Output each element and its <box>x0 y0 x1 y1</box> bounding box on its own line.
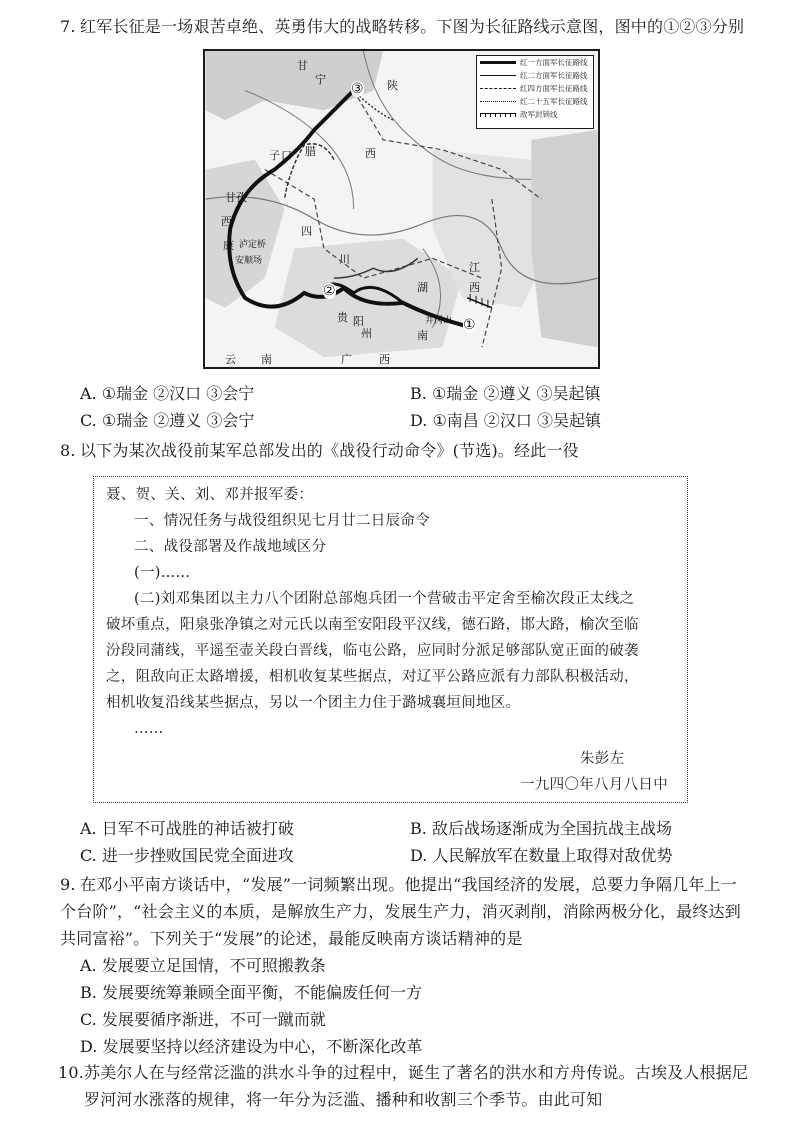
terrain-shade <box>205 160 284 308</box>
option-letter: C. <box>80 411 97 430</box>
q10-number: 10. <box>58 1063 85 1082</box>
option-letter: B. <box>410 384 427 403</box>
option-text: ①瑞金 ②遵义 ③吴起镇 <box>431 384 601 403</box>
q9-number: 9. <box>60 875 76 894</box>
map-label-ning: 宁 <box>315 73 326 86</box>
order-signature: 朱彭左 <box>580 751 625 767</box>
option-letter: C. <box>80 1010 97 1029</box>
order-line-1: 一、情况任务与战役组织见七月廿二日辰命令 <box>134 513 430 529</box>
order-line-3: (一)…… <box>134 565 191 581</box>
legend-swatch <box>480 61 516 64</box>
map-label-yun: 云 <box>225 353 236 366</box>
terrain-shade <box>531 130 597 347</box>
map-label-ganzi: 甘孜 <box>225 191 247 204</box>
legend-swatch <box>480 113 516 117</box>
map-label-zi: 子 <box>269 149 280 162</box>
map-label-yang: 阳 <box>353 315 364 328</box>
map-legend <box>476 55 594 129</box>
q10-stem-line: 罗河河水涨落的规律，将一年分为泛滥、播种和收割三个季节。由此可知 <box>84 1090 603 1109</box>
map-marker-1: ① <box>463 317 476 333</box>
option-letter: D. <box>410 846 428 865</box>
map-label-xi-north: 西 <box>365 147 376 160</box>
legend-swatch <box>480 101 516 102</box>
q7-option-a[interactable] <box>80 383 254 405</box>
map-label-shaan: 陕 <box>387 79 398 92</box>
order-paragraph-line: 汾段同蒲线，平遥至壶关段白晋线，临屯公路，应同时分派足够部队宽正面的破袭 <box>106 643 639 659</box>
option-text: ①瑞金 ②遵义 ③会宁 <box>101 411 255 430</box>
option-letter: D. <box>410 411 428 430</box>
q7-number: 7. <box>60 17 76 36</box>
q8-stem: 以下为某次战役前某军总部发出的《战役行动命令》(节选)。经此一役 <box>80 441 579 460</box>
q8-option-a[interactable] <box>80 818 294 840</box>
option-letter: B. <box>80 983 97 1002</box>
option-text: ①南昌 ②汉口 ③吴起镇 <box>432 411 601 430</box>
q10-stem-line: 苏美尔人在与经常泛滥的洪水斗争的过程中，诞生了著名的洪水和方舟传说。古埃及人根据尼 <box>84 1063 749 1082</box>
option-text: 发展要统筹兼顾全面平衡，不能偏废任何一方 <box>101 983 422 1002</box>
map-label-xi-south: 西 <box>379 353 390 366</box>
option-text: 发展要循序渐进，不可一蹴而就 <box>101 1010 326 1029</box>
order-paragraph-line: 相机收复沿线某些据点，另以一个团主力住于潞城襄垣间地区。 <box>106 695 521 711</box>
map-label-nan: 南 <box>417 329 428 342</box>
legend-label: 红二方面军长征路线 <box>520 71 588 80</box>
map-label-xi-west: 西 <box>221 215 232 228</box>
legend-swatch <box>480 75 516 76</box>
legend-item <box>477 82 593 95</box>
legend-label: 红一方面军长征路线 <box>520 58 588 67</box>
option-letter: A. <box>80 384 97 403</box>
option-text: ①瑞金 ②汉口 ③会宁 <box>101 384 255 403</box>
legend-item <box>477 56 593 69</box>
q9-option-c[interactable] <box>80 1009 326 1031</box>
q9-stem-line: 在邓小平南方谈话中，“发展”一词频繁出现。他提出“我国经济的发展，总要力争隔几年上一 <box>80 875 737 894</box>
q8-option-d[interactable] <box>410 845 672 867</box>
q9-option-a[interactable] <box>80 955 326 977</box>
map-label-jiang: 江 <box>469 261 480 274</box>
option-letter: B. <box>410 819 427 838</box>
map-marker-2: ② <box>323 283 336 299</box>
option-text: 发展要坚持以经济建设为中心，不断深化改革 <box>102 1037 423 1056</box>
order-paragraph-line: 之，阻敌向正太路增援，相机收复某些据点，对辽平公路应派有力部队积极活动， <box>106 669 639 685</box>
q9-option-d[interactable] <box>80 1036 422 1058</box>
order-line-2: 二、战役部署及作战地域区分 <box>134 539 327 555</box>
option-letter: A. <box>80 819 97 838</box>
map-label-guang: 广 <box>341 353 352 366</box>
option-text: 发展要立足国情，不可照搬教条 <box>101 956 326 975</box>
legend-item <box>477 95 593 108</box>
order-date: 一九四〇年八月八日中 <box>520 777 668 793</box>
legend-item <box>477 108 593 121</box>
q7-option-d[interactable] <box>410 410 601 432</box>
map-label-luding: 泸定桥 <box>239 240 267 250</box>
option-text: 敌后战场逐渐成为全国抗战主战场 <box>431 819 672 838</box>
order-paragraph-line: 破坏重点，阳泉张净镇之对元氏以南至安阳段平汉线，德石路，邯大路，榆次至临 <box>106 617 639 633</box>
option-letter: A. <box>80 956 97 975</box>
long-march-map <box>203 49 600 369</box>
q8-option-c[interactable] <box>80 845 294 867</box>
map-label-chuan: 川 <box>339 253 350 266</box>
map-label-gan: 甘 <box>297 59 308 72</box>
q8-option-b[interactable] <box>410 818 672 840</box>
q9-stem-line: 共同富裕”。下列关于“发展”的论述，最能反映南方谈话精神的是 <box>60 929 523 948</box>
map-marker-3: ③ <box>351 81 364 97</box>
map-label-nan-south: 南 <box>261 353 272 366</box>
option-text: 进一步挫败国民党全面进攻 <box>101 846 294 865</box>
map-label-kang: 康 <box>223 239 234 252</box>
map-label-si: 四 <box>301 225 312 238</box>
legend-label: 红四方面军长征路线 <box>520 84 588 93</box>
q8-number: 8. <box>60 441 76 460</box>
map-label-anshun: 安顺场 <box>235 256 263 266</box>
map-label-la: 腊 <box>305 145 316 158</box>
map-label-kou: 口 <box>281 149 292 162</box>
legend-item <box>477 69 593 82</box>
q9-stem-line: 个台阶”，“社会主义的本质，是解放生产力，发展生产力，消灭剥削，消除两极分化，最终达到 <box>60 902 741 921</box>
option-text: 人民解放军在数量上取得对敌优势 <box>432 846 673 865</box>
order-paragraph-line: (二)刘邓集团以主力八个团附总部炮兵团一个营破击平定舍至榆次段正太线之 <box>134 591 635 607</box>
legend-label: 敌军封锁线 <box>520 110 558 119</box>
q7-option-c[interactable] <box>80 410 254 432</box>
map-label-zhou: 州 <box>361 327 372 340</box>
legend-label: 红二十五军长征路线 <box>520 97 588 106</box>
option-letter: D. <box>80 1037 98 1056</box>
map-label-gui: 贵 <box>337 311 348 324</box>
map-label-xi-east: 西 <box>469 281 480 294</box>
q7-option-b[interactable] <box>410 383 600 405</box>
map-label-hu: 湖 <box>417 281 428 294</box>
legend-swatch <box>480 88 516 89</box>
order-addressee: 聂、贺、关、刘、邓并报军委： <box>106 487 314 503</box>
q9-option-b[interactable] <box>80 982 422 1004</box>
map-label-jinggangshan: 井冈山 <box>425 316 453 326</box>
option-text: 日军不可战胜的神话被打破 <box>101 819 294 838</box>
q7-stem: 红军长征是一场艰苦卓绝、英勇伟大的战略转移。下图为长征路线示意图，图中的①②③分别 <box>80 17 745 36</box>
order-ellipsis: …… <box>134 721 164 737</box>
option-letter: C. <box>80 846 97 865</box>
